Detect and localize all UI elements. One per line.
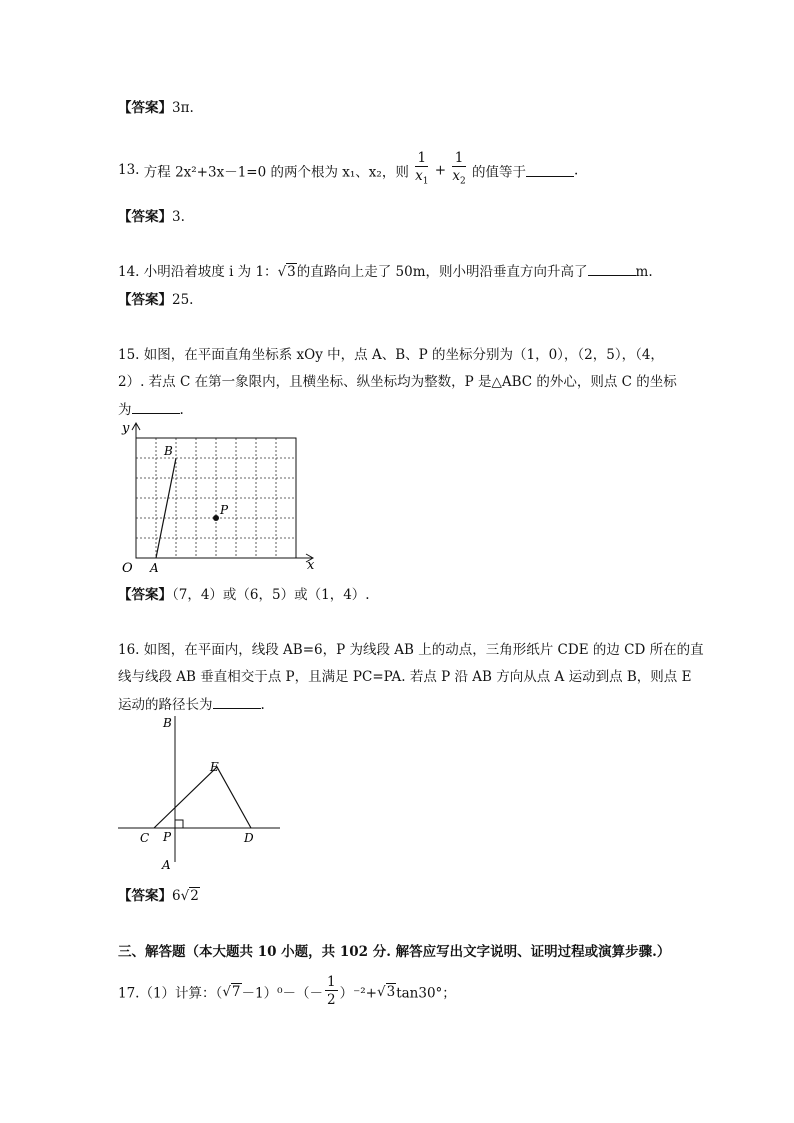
fraction-numerator: 1 [452,150,465,167]
sqrt-3: √3 [277,264,296,280]
origin-label: O [122,561,133,576]
answer-label: 【答案】 [118,888,172,904]
question-number: 13. [118,161,140,178]
answer-label: 【答案】 [118,100,172,116]
question-text: 小明沿着坡度 i 为 1： [143,264,278,280]
answer-blank [132,401,180,414]
y-axis-label: y [122,421,130,436]
answer-value: 6 [172,888,181,904]
sqrt-2: √2 [180,888,199,904]
answer-label: 【答案】 [118,209,172,225]
question-text: 方程 2x²+3x－1=0 的两个根为 x₁、x₂，则 [143,164,409,181]
sqrt-7: √7 [222,983,241,1000]
answer-12 [118,96,194,116]
figure-16-triangle [118,712,288,872]
point-a-label: A [150,561,159,575]
point-p-label: P [163,830,172,844]
answer-14 [118,288,193,308]
question-text: 的直路向上走了 50m，则小明沿垂直方向升高了 [296,264,588,280]
point-b-label: B [164,444,173,458]
question-end: . [574,162,579,179]
answer-blank [588,263,636,276]
question-15-line-3: 为 . [118,402,184,418]
answer-blank [213,696,261,709]
fraction-numerator: 1 [327,974,336,990]
x-axis-label: x [307,558,315,573]
answer-label: 【答案】 [118,587,172,603]
point-d-label: D [244,831,254,845]
question-16-line-2: 线与线段 AB 垂直相交于点 P，且满足 PC=PA. 若点 P 沿 AB 方向从点 A 运动到点 B，则点 E [118,669,692,685]
fraction-one-half [325,974,338,1009]
answer-blank [526,164,574,177]
fraction-denominator: $x_1$ [415,168,429,187]
answer-value: 3. [172,209,185,225]
section-3-heading: 三、解答题（本大题共 10 小题，共 102 分. 解答应写出文字说明、证明过程或演算步骤.） [118,944,671,960]
question-14 [118,260,653,280]
answer-value: 3π. [172,100,194,116]
question-17: 17.（1）计算：（√7－1）⁰－（－ $\frac{1}{2}$ ）⁻²+√3tan30°； [118,974,456,1008]
point-b-label: B [163,716,172,730]
answer-13 [118,205,185,225]
answer-16 [118,884,200,904]
question-16-line-1: 16. 如图，在平面内，线段 AB=6，P 为线段 AB 上的动点，三角形纸片 CDE 的边 CD 所在的直 [118,642,704,658]
figure-15-coordinate-grid [112,418,322,580]
question-text: 的值等于 [472,164,527,181]
point-p [213,515,219,521]
question-13 [118,150,578,191]
question-15-line-1: 15. 如图，在平面直角坐标系 xOy 中，点 A、B、P 的坐标分别为（1，0），（2，5），（4， [118,347,664,363]
point-a-label: A [162,858,171,872]
plus-sign: + [434,162,447,179]
fraction-denominator: 2 [327,992,336,1008]
point-c-label: C [140,831,150,845]
answer-value: （7，4）或（6，5）或（1，4）. [172,587,370,603]
question-15-line-2: 2）. 若点 C 在第一象限内，且横坐标、纵坐标均为整数，P 是△ABC 的外心，则点 C 的坐标 [118,374,677,390]
point-e-label: E [210,760,219,774]
triangle-cde [154,767,251,828]
fraction-1 [415,150,428,191]
question-end: m. [635,264,653,280]
fraction-denominator: $x_2$ [452,168,466,187]
question-16-line-3: 运动的路径长为 . [118,697,265,713]
fraction-numerator: 1 [415,150,428,167]
answer-15 [118,583,370,603]
answer-value: 25. [172,292,194,308]
answer-label: 【答案】 [118,292,172,308]
fraction-2 [452,150,465,191]
right-angle-mark [175,820,183,828]
point-p-label: P [220,503,229,517]
question-number: 14. [118,264,140,280]
segment-ab [156,458,176,558]
sqrt-3: √3 [376,983,396,1000]
